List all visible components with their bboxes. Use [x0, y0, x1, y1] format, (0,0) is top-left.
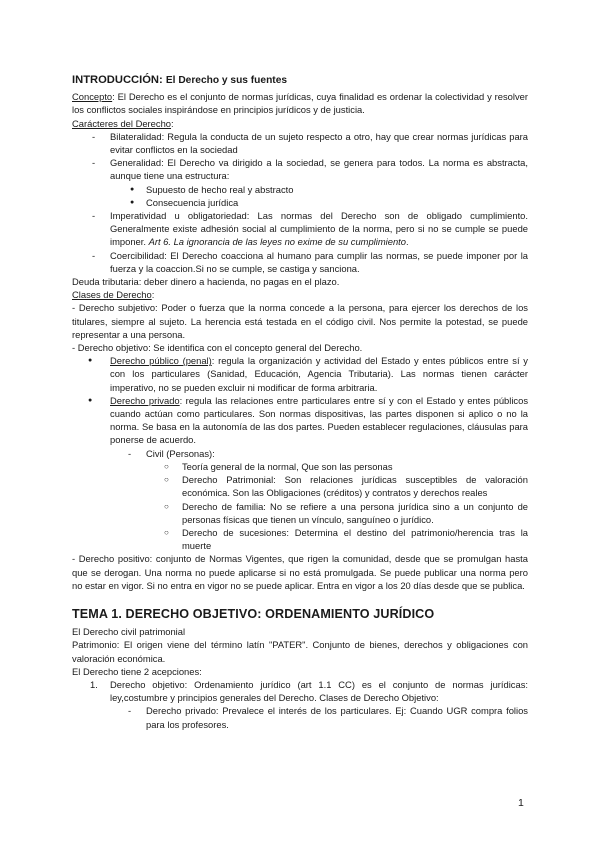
civil-patrimonial-line: El Derecho civil patrimonial — [72, 626, 186, 638]
list-item-derecho-objetivo: 1. Derecho objetivo: Ordenamiento jurídico (art 1.1 CC) es el conjunto de normas jurídicas: ley,costumbre y principios generales del Derecho. Clases de Derecho Objetivo: — [90, 678, 528, 704]
intro-heading: INTRODUCCIÓN: El Derecho y sus fuentes — [72, 74, 288, 86]
list-item-bilateralidad: - Bilateralidad: Regula la conducta de un sujeto respecto a otro, hay que crear normas jurídicas para evitar conflictos en la sociedad — [72, 130, 528, 156]
positivo-paragraph: - Derecho positivo: conjunto de Normas Vigentes, que rigen la comunidad, desde que se promulgan hasta que se derogan. Una norma no puede aplicarse si no está promulgada. Se puede publicar una norma pero no estar en vigor. Si no entra en vigor no se puede aplicar. Entra en vigor a los 20 días desde que se publica. — [72, 553, 528, 591]
list-item-imperatividad: - Imperatividad u obligatoriedad: Las normas del Derecho son de obligado cumplimiento. Generalmente existe adhesión social al cumplimiento de la norma, pero si no se cumple se puede imponer. Art 6. La ignorancia de las leyes no exime de su cumplimiento. — [72, 209, 528, 249]
caracteres-heading: Carácteres del Derecho: — [72, 117, 174, 129]
list-item-generalidad: - Generalidad: El Derecho va dirigido a la sociedad, se genera para todos. La norma es abstracta, aunque tiene una estructura: — [72, 156, 528, 182]
clases-heading: Clases de Derecho: — [72, 289, 155, 301]
list-item-teoria: ○ Teoría general de la normal, Que son las personas — [72, 460, 528, 473]
list-item-sucesiones: ○ Derecho de sucesiones: Determina el destino del patrimonio/herencia tras la muerte — [72, 526, 528, 552]
list-item-consecuencia: ● Consecuencia jurídica — [72, 196, 528, 209]
list-item-supuesto: ● Supuesto de hecho real y abstracto — [72, 183, 528, 196]
list-item-patrimonial: ○ Derecho Patrimonial: Son relaciones jurídicas susceptibles de valoración económica. Son las Obligaciones (créditos) y contratos y derechos reales — [72, 473, 528, 499]
objetivo-paragraph: - Derecho objetivo: Se identifica con el concepto general del Derecho. — [72, 342, 363, 354]
list-item-derecho-privado: - Derecho privado: Prevalece el interés de los particulares. Ej: Cuando UGR compra folios para los profesores. — [72, 704, 528, 730]
tema1-heading: TEMA 1. DERECHO OBJETIVO: ORDENAMIENTO JURÍDICO — [72, 606, 435, 621]
deuda-paragraph: Deuda tributaria: deber dinero a hacienda, no pagas en el plazo. — [72, 276, 340, 288]
concepto-paragraph: Concepto: El Derecho es el conjunto de normas jurídicas, cuya finalidad es ordenar la colectividad y resolver los conflictos sociales inspirándose en principios jurídicos y de justicia. — [72, 91, 528, 116]
acepciones-line: El Derecho tiene 2 acepciones: — [72, 665, 202, 677]
list-item-publico: ● Derecho público (penal): regula la organización y actividad del Estado y entes públicos entre sí y con los particulares (Sanidad, Educación, Agencia Tributaria). Las normas tienen carácter imperativo, no se pueden excluir ni modificar de forma arbitraria. — [72, 354, 528, 394]
page-number: 1 — [518, 797, 524, 809]
list-item-coercibilidad: - Coercibilidad: El Derecho coacciona al humano para cumplir las normas, se puede imponer por la fuerza y la coaccion.Si no se cumple, se castiga y sanciona. — [72, 249, 528, 275]
patrimonio-paragraph: Patrimonio: El origen viene del término latín "PATER". Conjunto de bienes, derechos y obligaciones con valoración económica. — [72, 639, 528, 664]
list-item-familia: ○ Derecho de familia: No se refiere a una persona jurídica sino a un conjunto de personas físicas que tienen un vínculo, sanguíneo o jurídico. — [72, 500, 528, 526]
list-item-privado: ● Derecho privado: regula las relaciones entre particulares entre sí y con el Estado y entes públicos cuando actúan como particulares. Son normas dispositivas, las partes disponen si aplico o no la norma. Se basa en la autonomía de las dos partes. Pueden establecer regulaciones, cláusulas para ponerse de acuerdo. — [72, 394, 528, 447]
list-item-civil: - Civil (Personas): — [72, 447, 528, 460]
document-page — [72, 74, 528, 731]
subjetivo-paragraph: - Derecho subjetivo: Poder o fuerza que la norma concede a la persona, para ejercer los derechos de los titulares, siempre al sujeto. La herencia está testada en el código civil. Nos permite la potestad, se puede representar a una persona. — [72, 302, 528, 340]
